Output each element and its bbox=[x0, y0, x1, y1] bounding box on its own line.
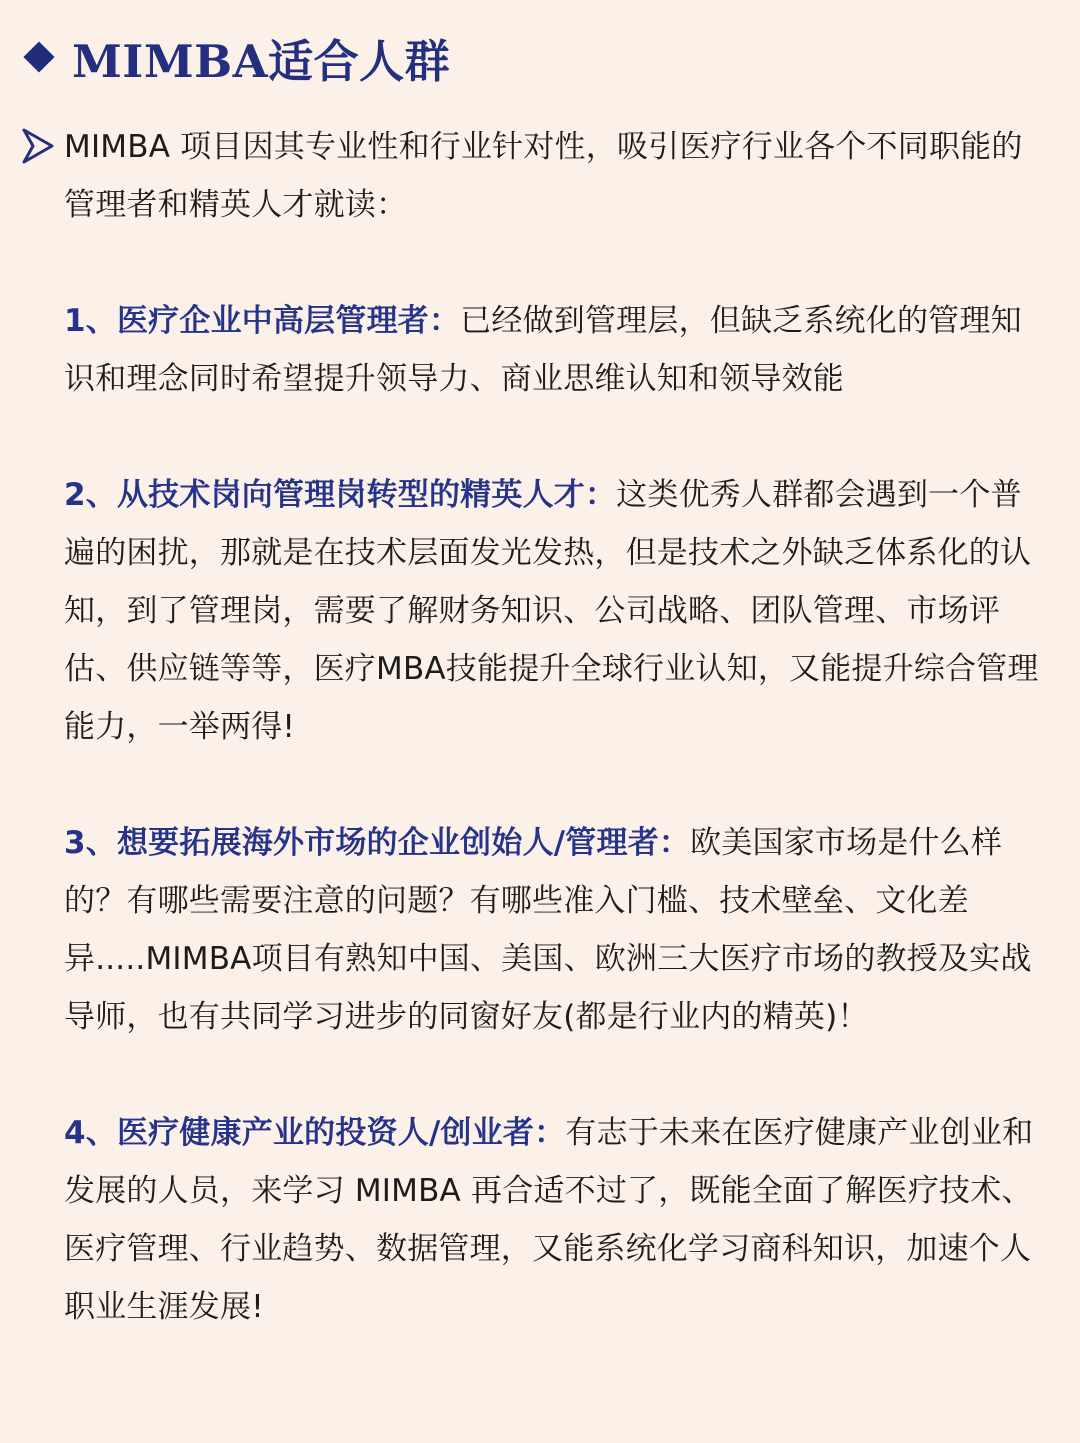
diamond-icon bbox=[23, 41, 54, 72]
intro-row bbox=[20, 118, 1040, 234]
audience-item-body: 欧美国家市场是什么样的？有哪些需要注意的问题？有哪些准入门槛、技术壁垒、文化差异.....MIMBA项目有熟知中国、美国、欧洲三大医疗市场的教授及实战导师，也有共同学习进步的同窗好友(都是行业内的精英)！ bbox=[64, 825, 1032, 1035]
section-heading bbox=[20, 28, 1040, 86]
audience-item-title: 1、医疗企业中高层管理者： bbox=[64, 303, 461, 339]
audience-item-body: 有志于未来在医疗健康产业创业和发展的人员，来学习 MIMBA 再合适不过了，既能全面了解医疗技术、医疗管理、行业趋势、数据管理，又能系统化学习商科知识，加速个人职业生涯发展! bbox=[64, 1115, 1034, 1325]
arrow-right-outline-icon bbox=[20, 126, 56, 166]
audience-item-4 bbox=[64, 1104, 1044, 1336]
audience-item-3 bbox=[64, 814, 1044, 1046]
audience-item-body: 已经做到管理层，但缺乏系统化的管理知识和理念同时希望提升领导力、商业思维认知和领导效能 bbox=[64, 303, 1022, 397]
audience-item-2 bbox=[64, 466, 1044, 756]
audience-item-1 bbox=[64, 292, 1044, 408]
section-title: MIMBA适合人群 bbox=[72, 34, 451, 88]
audience-item-title: 2、从技术岗向管理岗转型的精英人才： bbox=[64, 477, 617, 513]
audience-item-title: 3、想要拓展海外市场的企业创始人/管理者： bbox=[64, 825, 691, 861]
audience-item-title: 4、医疗健康产业的投资人/创业者： bbox=[64, 1115, 566, 1151]
audience-item-body: 这类优秀人群都会遇到一个普遍的困扰，那就是在技术层面发光发热，但是技术之外缺乏体系化的认知，到了管理岗，需要了解财务知识、公司战略、团队管理、市场评估、供应链等等，医疗MBA技能提升全球行业认知，又能提升综合管理能力，一举两得! bbox=[64, 477, 1039, 745]
intro-paragraph: MIMBA 项目因其专业性和行业针对性，吸引医疗行业各个不同职能的管理者和精英人才就读： bbox=[64, 129, 1023, 223]
